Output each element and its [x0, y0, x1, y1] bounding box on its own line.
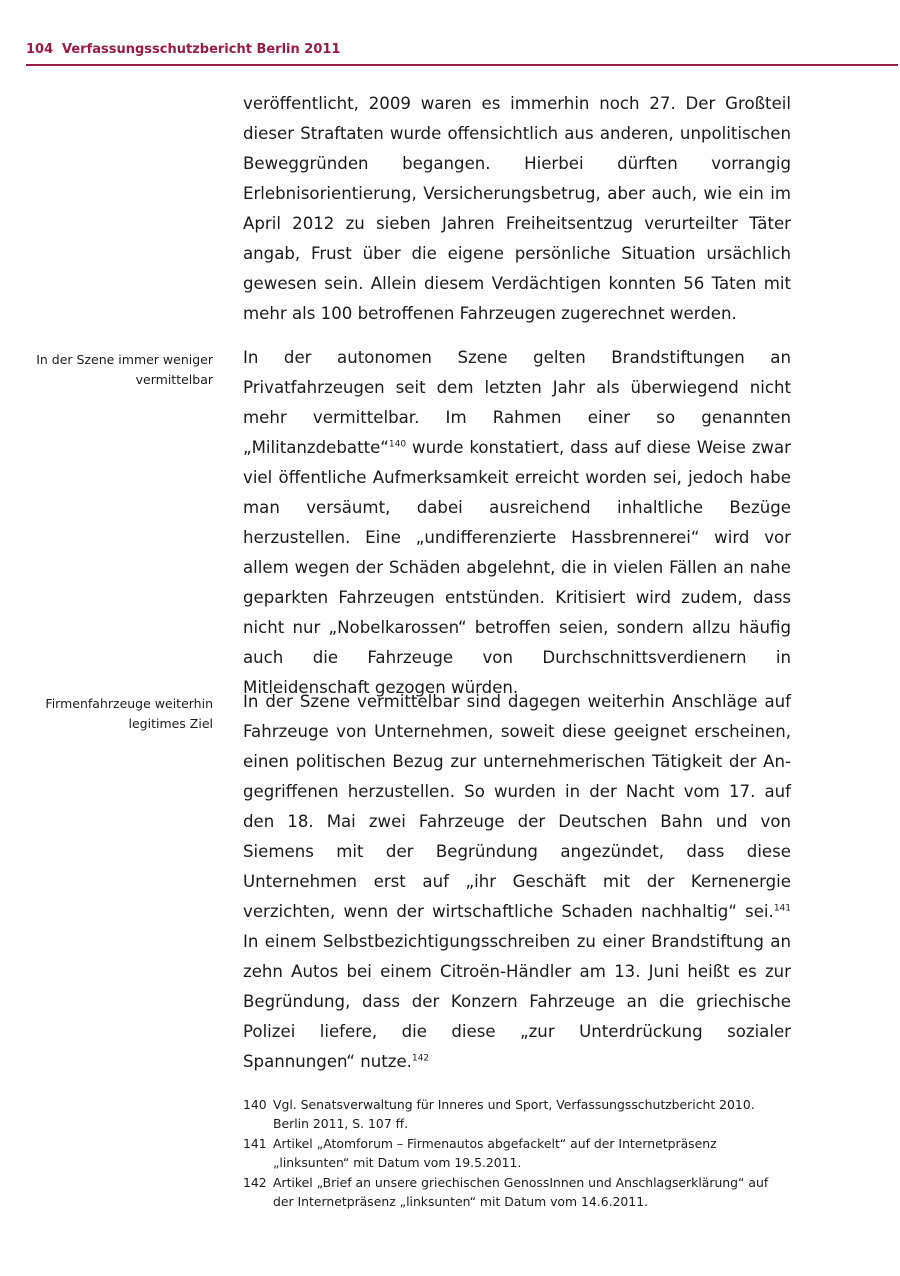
footnote-text: Artikel „Brief an unsere griechischen GenossInnen und Anschlagserklärung“ auf der Internetpräsenz „linksunten“ mit Datum vom 14.6.2011.: [273, 1175, 769, 1209]
footnote-141: [243, 1134, 791, 1172]
paragraph-3-text-b: In einem Selbstbezichtigungsschreiben zu einer Brandstiftung an zehn Autos bei einem Citroën-Händler am 13. Juni heißt es zur Begründung, dass der Konzern Fahrzeuge an die griechische Polizei liefere, die diese „zur Unterdrückung sozialer Spannungen“ nutze.: [243, 932, 791, 1071]
footnote-text: Artikel „Atomforum – Firmenautos abgefackelt“ auf der Internetpräsenz „linksunten“ mit Datum vom 19.5.2011.: [273, 1136, 717, 1170]
page-header: [26, 40, 898, 66]
running-title: Verfassungsschutzbericht Berlin 2011: [62, 42, 341, 57]
paragraph-3: [243, 687, 791, 1077]
paragraph-3-block: [243, 687, 791, 1077]
footnote-142: [243, 1173, 791, 1211]
paragraph-2-text-b: wurde konstatiert, dass auf diese Weise zwar viel öffentliche Aufmerksamkeit erreicht worden sei, jedoch habe man versäumt, dabei ausreichend inhaltliche Bezüge herzustellen. Eine „undifferenzierte Hassbrennerei“ wird vor allem wegen der Schäden abgelehnt, die in vielen Fällen an nahe geparkten Fahrzeugen entstünden. Kritisiert wird zudem, dass nicht nur „Nobelkarossen“ betroffen seien, sondern allzu häufig auch die Fahrzeuge von Durchschnittsverdienern in Mitleidenschaft gezogen würden.: [243, 438, 791, 697]
paragraph-2-block: [243, 343, 791, 703]
page-number: 104: [26, 42, 54, 57]
footnote-number: 141: [243, 1136, 267, 1151]
paragraph-2: [243, 343, 791, 703]
footnotes: [243, 1095, 791, 1212]
footnote-number: 140: [243, 1097, 267, 1112]
paragraph-1: veröffentlicht, 2009 waren es immerhin noch 27. Der Großteil dieser Straftaten wurde offensichtlich aus anderen, unpolitischen Beweggründen begangen. Hierbei dürften vorrangig Erlebnisorientierung, Versicherungsbetrug, aber auch, wie ein im April 2012 zu sieben Jahren Freiheitsentzug verurteilter Täter angab, Frust über die eigene persönliche Situation ursächlich gewesen sein. Allein diesem Verdächtigen konnten 56 Taten mit mehr als 100 betroffenen Fahrzeugen zugerechnet werden.: [243, 94, 791, 323]
margin-note-1: In der Szene immer weniger vermittelbar: [36, 352, 213, 387]
paragraph-1-block: [243, 89, 791, 329]
paragraph-2-text-a: In der autonomen Szene gelten Brandstiftungen an Privatfahrzeugen seit dem letzten Jahr als überwiegend nicht mehr vermittelbar. Im Rahmen einer so genannten „Militanzdebatte“: [243, 348, 791, 457]
footnote-number: 142: [243, 1175, 267, 1190]
footnote-ref-141: 141: [773, 903, 791, 914]
footnote-text: Vgl. Senatsverwaltung für Inneres und Sport, Verfassungsschutzbericht 2010. Berlin 2011, S. 107 ff.: [273, 1097, 755, 1131]
footnote-ref-142: 142: [411, 1053, 430, 1064]
paragraph-3-text-a: In der Szene vermittelbar sind dagegen weiterhin Anschläge auf Fahrzeuge von Unternehmen, soweit diese geeignet erscheinen, einen politischen Bezug zur unternehmerischen Tätigkeit der Angegriffenen herzustellen. So wurden in der Nacht vom 17. auf den 18. Mai zwei Fahrzeuge der Deutschen Bahn und von Siemens mit der Begründung angezündet, dass diese Unternehmen erst auf „ihr Geschäft mit der Kernenergie verzichten, wenn der wirtschaftliche Schaden nachhaltig“ sei.: [243, 692, 791, 921]
margin-note-2: Firmenfahrzeuge weiterhin legitimes Ziel: [45, 696, 213, 731]
footnote-140: [243, 1095, 791, 1133]
footnote-ref-140: 140: [388, 439, 407, 450]
